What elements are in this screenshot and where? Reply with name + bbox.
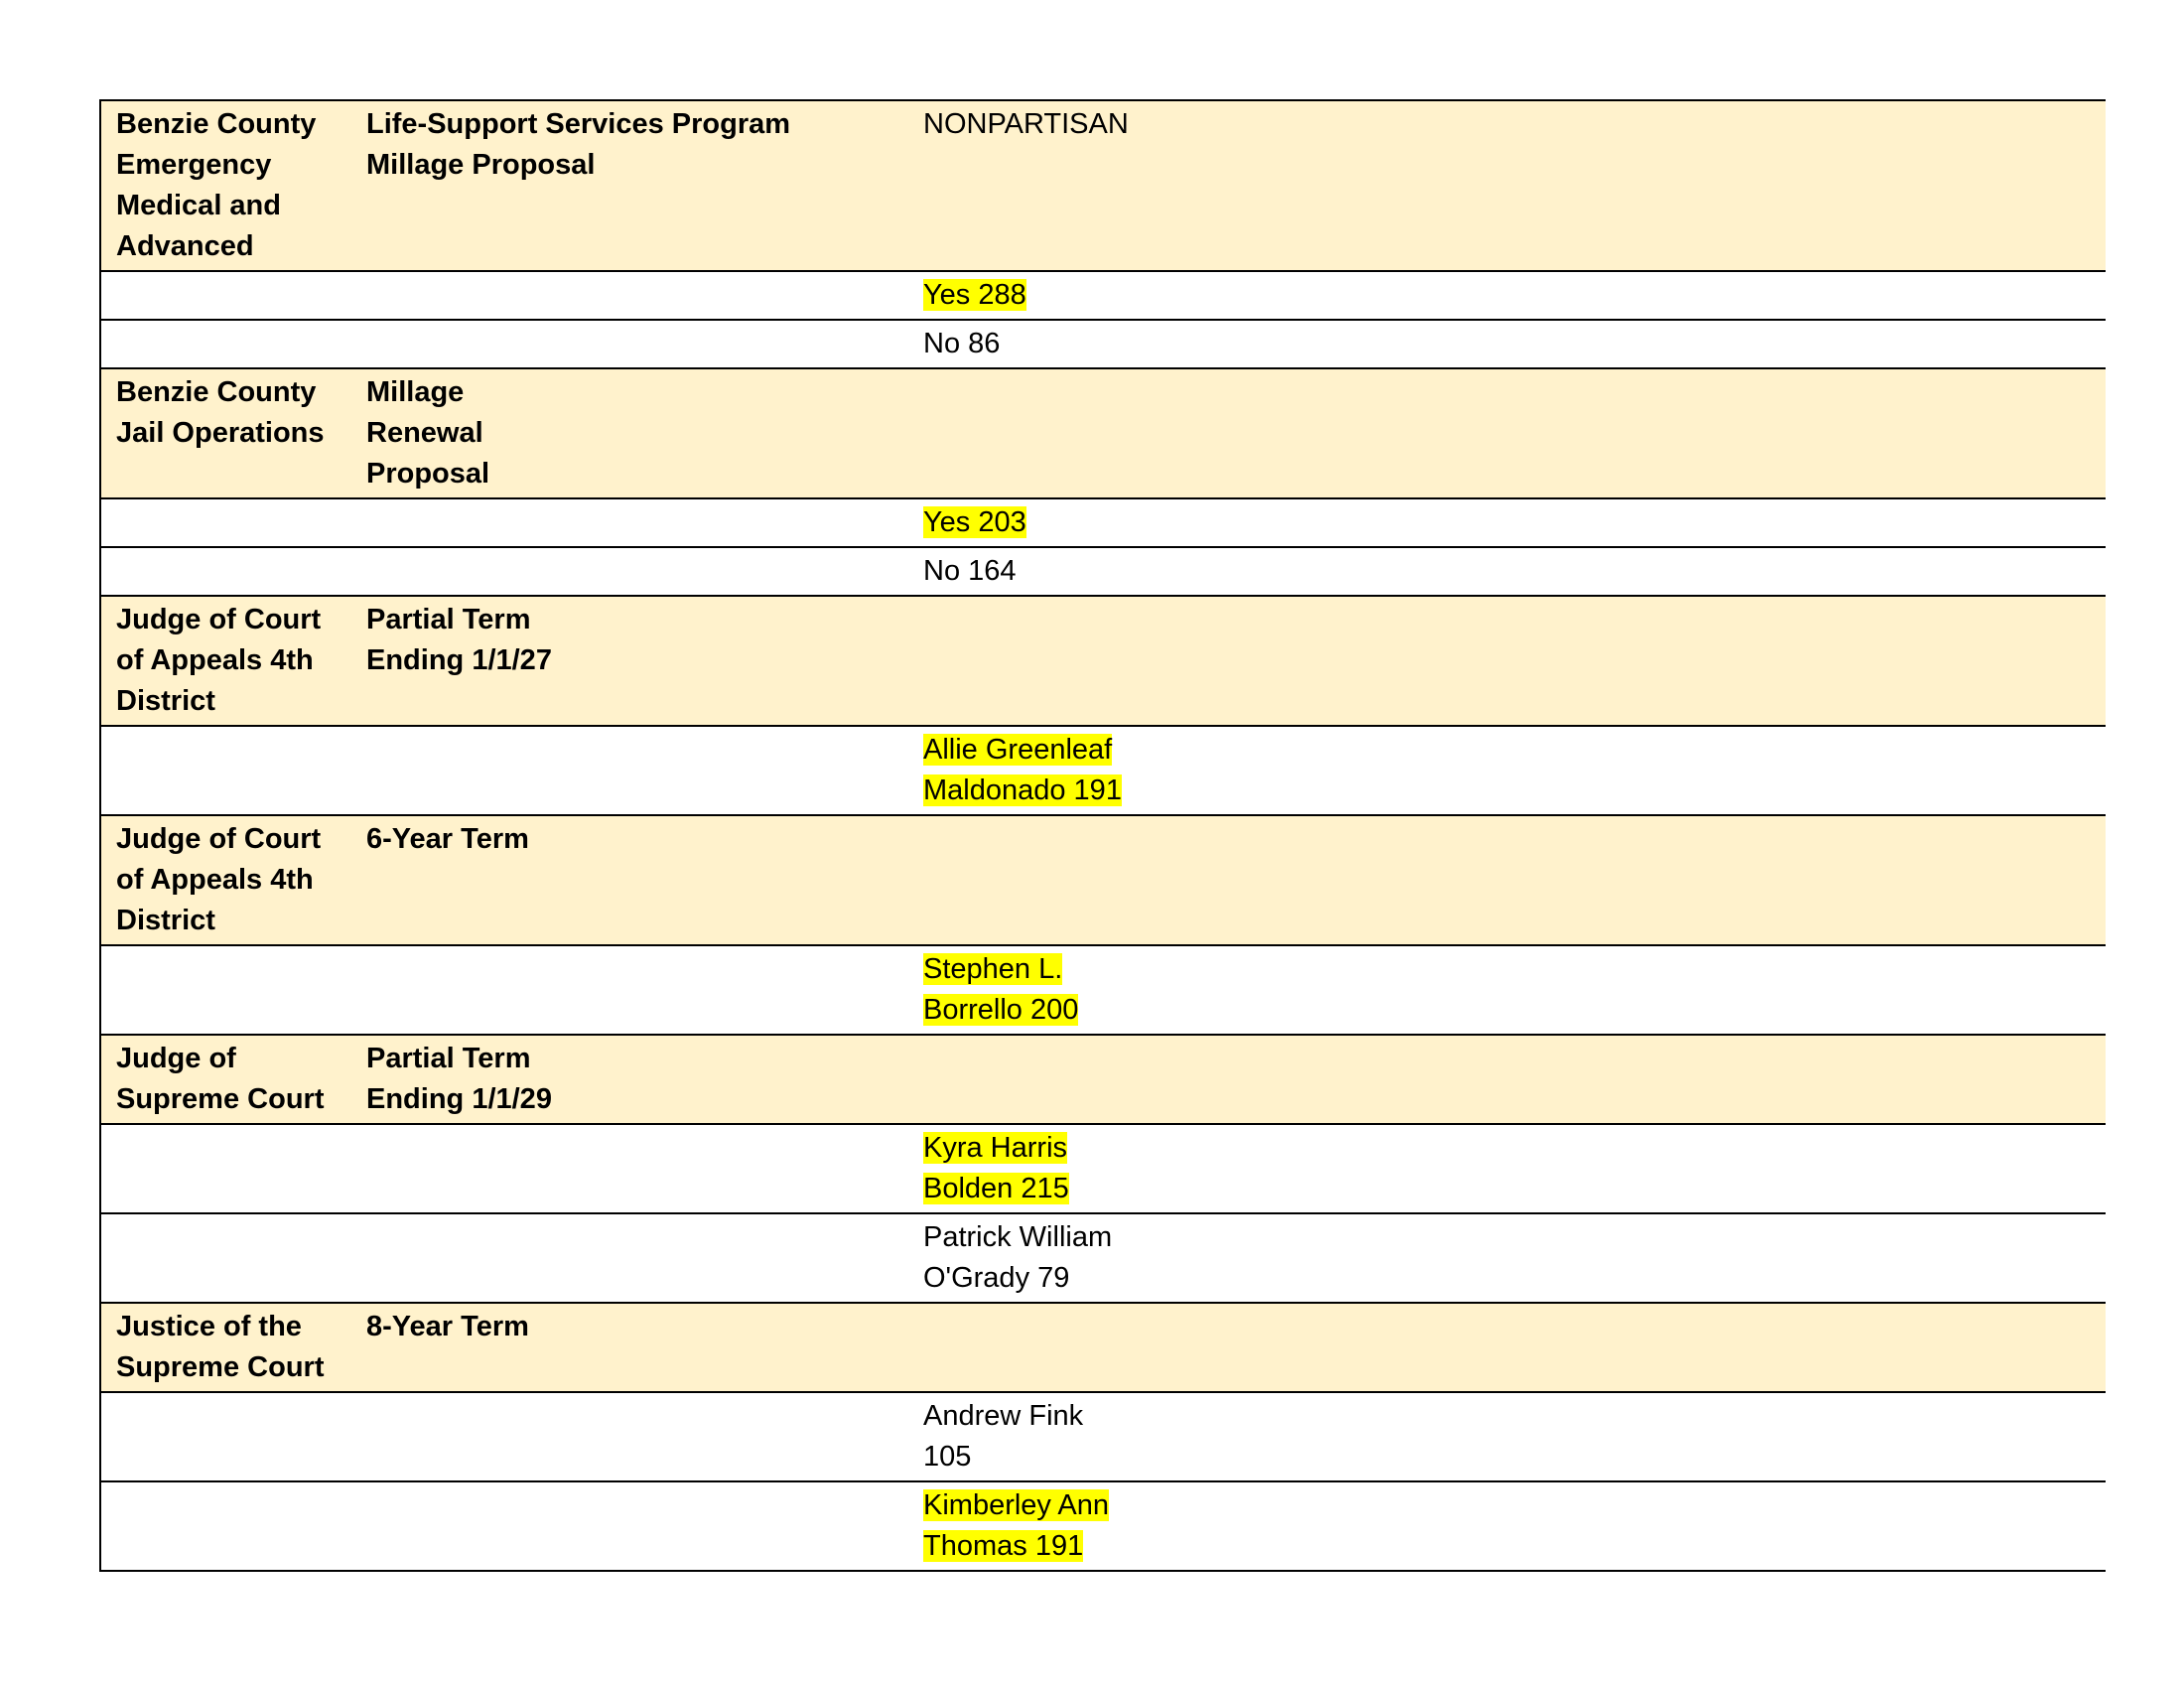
race-note [908, 1035, 2106, 1124]
choice-row [100, 1124, 2106, 1213]
choice-row [100, 945, 2106, 1035]
office-name: Benzie County Jail Operations [100, 368, 351, 498]
choice-result: No 164 [923, 555, 1017, 587]
race-row [100, 100, 2106, 271]
race-row [100, 368, 2106, 498]
choice-result: Andrew Fink 105 [923, 1400, 1084, 1473]
choice-row [100, 271, 2106, 320]
term-description: 8-Year Term [351, 1303, 908, 1392]
race-note: NONPARTISAN [908, 100, 2106, 271]
choice-row [100, 320, 2106, 368]
choice-row [100, 1392, 2106, 1481]
race-note [908, 1303, 2106, 1392]
choice-result-winner: Yes 203 [923, 506, 1026, 538]
choice-result-winner: Kimberley Ann Thomas 191 [923, 1489, 1109, 1562]
term-description: Partial Term Ending 1/1/27 [366, 604, 552, 676]
race-note [908, 815, 2106, 945]
office-name: Judge of Court of Appeals 4th District [100, 815, 351, 945]
choice-result-winner: Allie Greenleaf Maldonado 191 [923, 734, 1122, 806]
race-note [908, 368, 2106, 498]
results-table [99, 99, 2106, 1572]
choice-row [100, 547, 2106, 596]
office-name: Justice of the Supreme Court [100, 1303, 351, 1392]
race-row [100, 815, 2106, 945]
race-row [100, 1035, 2106, 1124]
term-description: Partial Term Ending 1/1/29 [366, 1043, 552, 1115]
office-name: Judge of Supreme Court [100, 1035, 351, 1124]
choice-row [100, 1213, 2106, 1303]
choice-result: Patrick William O'Grady 79 [923, 1221, 1113, 1294]
choice-result: No 86 [923, 328, 1001, 359]
term-description: 6-Year Term [351, 815, 908, 945]
race-note [908, 596, 2106, 726]
race-row [100, 596, 2106, 726]
office-name: Benzie County Emergency Medical and Advanced [100, 100, 351, 271]
term-description: Life-Support Services Program Millage Proposal [351, 100, 908, 271]
race-row [100, 1303, 2106, 1392]
choice-result-winner: Kyra Harris Bolden 215 [923, 1132, 1069, 1204]
choice-row [100, 498, 2106, 547]
choice-row [100, 726, 2106, 815]
choice-result-winner: Stephen L. Borrello 200 [923, 953, 1079, 1026]
office-name: Judge of Court of Appeals 4th District [100, 596, 351, 726]
term-description: Millage Renewal Proposal [366, 376, 490, 490]
choice-result-winner: Yes 288 [923, 279, 1026, 311]
choice-row [100, 1481, 2106, 1571]
